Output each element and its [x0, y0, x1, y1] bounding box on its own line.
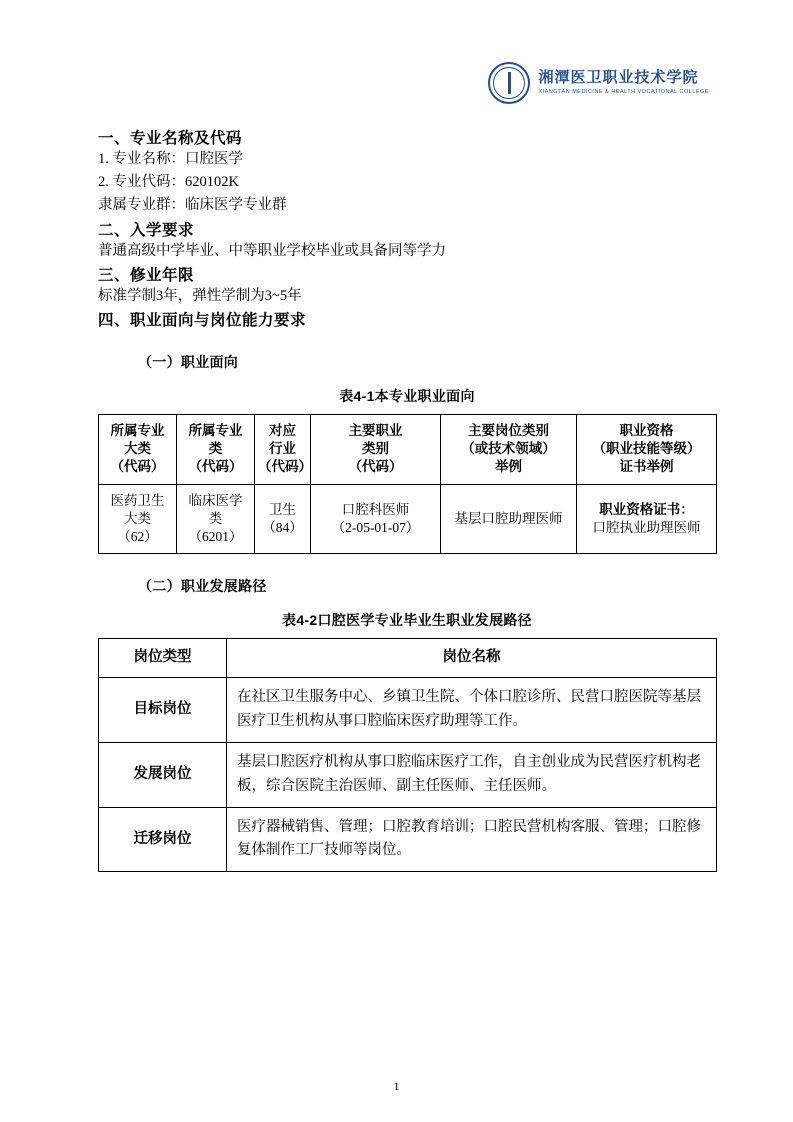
section-4-subsection-1-title: （一）职业面向	[138, 353, 239, 370]
college-logo-text	[538, 70, 709, 96]
section-4-subsection-2-title: （二）职业发展路径	[138, 578, 267, 595]
section-4-title: 四、职业面向与岗位能力要求	[98, 311, 307, 329]
table-2-caption: 表4-2口腔医学专业毕业生职业发展路径	[282, 612, 532, 629]
table-1-col-2-header: 所属专业 类 （代码）	[177, 414, 255, 484]
section-3-text: 标准学制3年，弹性学制为3~5年	[98, 287, 302, 304]
table-1-col-1-header: 所属专业 大类 （代码）	[99, 414, 177, 484]
section-2-title: 二、入学要求	[98, 221, 195, 239]
table-2-row-2-type: 发展岗位	[99, 742, 227, 807]
section-1-item-1: 1. 专业名称：口腔医学	[98, 151, 243, 167]
table-row-header	[99, 414, 717, 484]
section-3-title: 三、修业年限	[98, 266, 195, 284]
table-1-col-3-header: 对应 行业 （代码）	[255, 414, 311, 484]
table-career-development-path	[98, 638, 717, 872]
table-1-col-4-header: 主要职业 类别 （代码）	[311, 414, 441, 484]
college-name-en: XIANGTAN MEDICINE & HEALTH VOCATIONAL COLLEGE	[538, 89, 709, 96]
section-1-item-2: 2. 专业代码：620102K	[98, 174, 239, 191]
section-1-item-3: 隶属专业群：临床医学专业群	[98, 197, 287, 214]
table-1-col-6-header: 职业资格 （职业技能等级） 证书举例	[577, 414, 717, 484]
table-1-cell-industry: 卫生 （84）	[255, 484, 311, 554]
table-1-caption: 表4-1本专业职业面向	[339, 387, 475, 404]
table-2-row-1-type: 目标岗位	[99, 677, 227, 742]
table-1-cell-major-class: 临床医学 类 （6201）	[177, 484, 255, 554]
table-row-header	[99, 639, 717, 678]
table-1-cell-certificate: 职业资格证书： 口腔执业助理医师	[577, 484, 717, 554]
table-1-cell-occupation: 口腔科医师 （2-05-01-07）	[311, 484, 441, 554]
table-2-col-2-header: 岗位名称	[227, 639, 717, 678]
table-2-row-1-name: 在社区卫生服务中心、乡镇卫生院、个体口腔诊所、民营口腔医院等基层医疗卫生机构从事口腔临床医疗助理等工作。	[227, 677, 717, 742]
section-1-title: 一、专业名称及代码	[98, 130, 243, 147]
table-2-col-1-header: 岗位类型	[99, 639, 227, 678]
table-career-orientation	[98, 414, 717, 554]
table-2-row-3-type: 迁移岗位	[99, 807, 227, 872]
college-name-cn: 湘潭医卫职业技术学院	[538, 70, 699, 87]
table-row	[99, 484, 717, 554]
table-1-cell-post-example: 基层口腔助理医师	[441, 484, 577, 554]
table-2-row-2-name: 基层口腔医疗机构从事口腔临床医疗工作，自主创业成为民营医疗机构老板，综合医院主治医师、副主任医师、主任医师。	[227, 742, 717, 807]
college-seal-icon	[488, 62, 530, 104]
table-1-cell-major-category: 医药卫生 大类 （62）	[99, 484, 177, 554]
table-row	[99, 742, 717, 807]
document-body	[98, 126, 716, 872]
table-row	[99, 807, 717, 872]
section-2-text: 普通高级中学毕业、中等职业学校毕业或具备同等学力	[98, 242, 446, 259]
table-1-col-5-header: 主要岗位类别 （或技术领域） 举例	[441, 414, 577, 484]
page-number: 1	[393, 1079, 400, 1093]
table-2-row-3-name: 医疗器械销售、管理；口腔教育培训；口腔民营机构客服、管理；口腔修复体制作工厂技师等岗位。	[227, 807, 717, 872]
college-logo	[488, 62, 709, 104]
table-row	[99, 677, 717, 742]
